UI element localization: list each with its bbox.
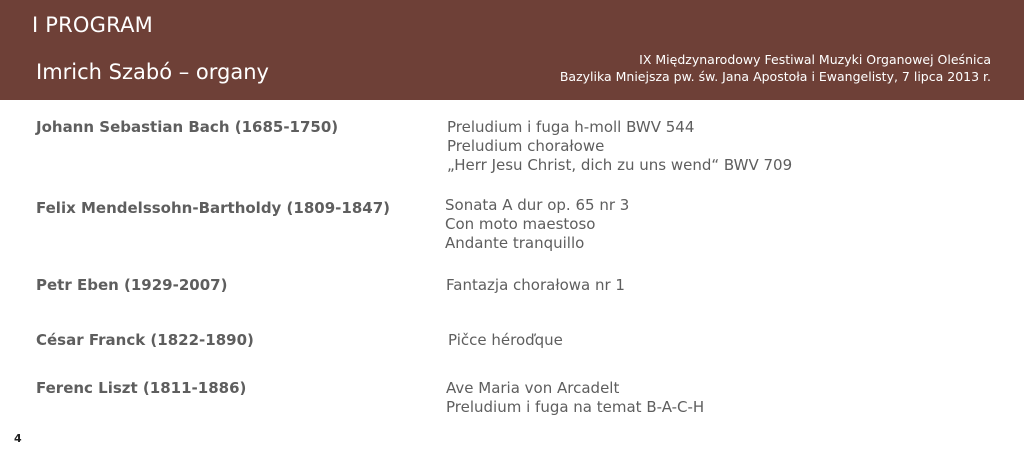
festival-name: IX Międzynarodowy Festiwal Muzyki Organowej Oleśnica <box>639 52 991 67</box>
work-title: Pičce héroďque <box>448 331 563 349</box>
header-banner <box>0 0 1024 100</box>
work-title: Preludium chorałowe <box>447 137 605 155</box>
work-title: Con moto maestoso <box>445 215 596 233</box>
work-title: Fantazja chorałowa nr 1 <box>446 276 625 294</box>
work-title: Ave Maria von Arcadelt <box>446 379 620 397</box>
composer-name: Ferenc Liszt (1811-1886) <box>36 379 247 397</box>
page-number: 4 <box>14 432 22 445</box>
composer-name: Felix Mendelssohn-Bartholdy (1809-1847) <box>36 199 390 217</box>
venue-date: Bazylika Mniejsza pw. św. Jana Apostoła i Ewangelisty, 7 lipca 2013 r. <box>559 69 991 84</box>
composer-name: Johann Sebastian Bach (1685-1750) <box>36 118 339 136</box>
program-title: I PROGRAM <box>32 13 153 37</box>
performer-name: Imrich Szabó – organy <box>36 60 269 84</box>
works-list <box>445 196 629 253</box>
works-list <box>446 276 625 295</box>
work-title: Sonata A dur op. 65 nr 3 <box>445 196 630 214</box>
works-list <box>447 118 792 175</box>
works-list <box>446 379 704 417</box>
composer-name: Petr Eben (1929-2007) <box>36 276 228 294</box>
work-title: Preludium i fuga h-moll BWV 544 <box>447 118 695 136</box>
work-title: Preludium i fuga na temat B-A-C-H <box>446 398 705 416</box>
work-title: Andante tranquillo <box>445 234 585 252</box>
composer-name: César Franck (1822-1890) <box>36 331 254 349</box>
work-title: „Herr Jesu Christ, dich zu uns wend“ BWV 709 <box>447 156 793 174</box>
works-list <box>448 331 563 350</box>
